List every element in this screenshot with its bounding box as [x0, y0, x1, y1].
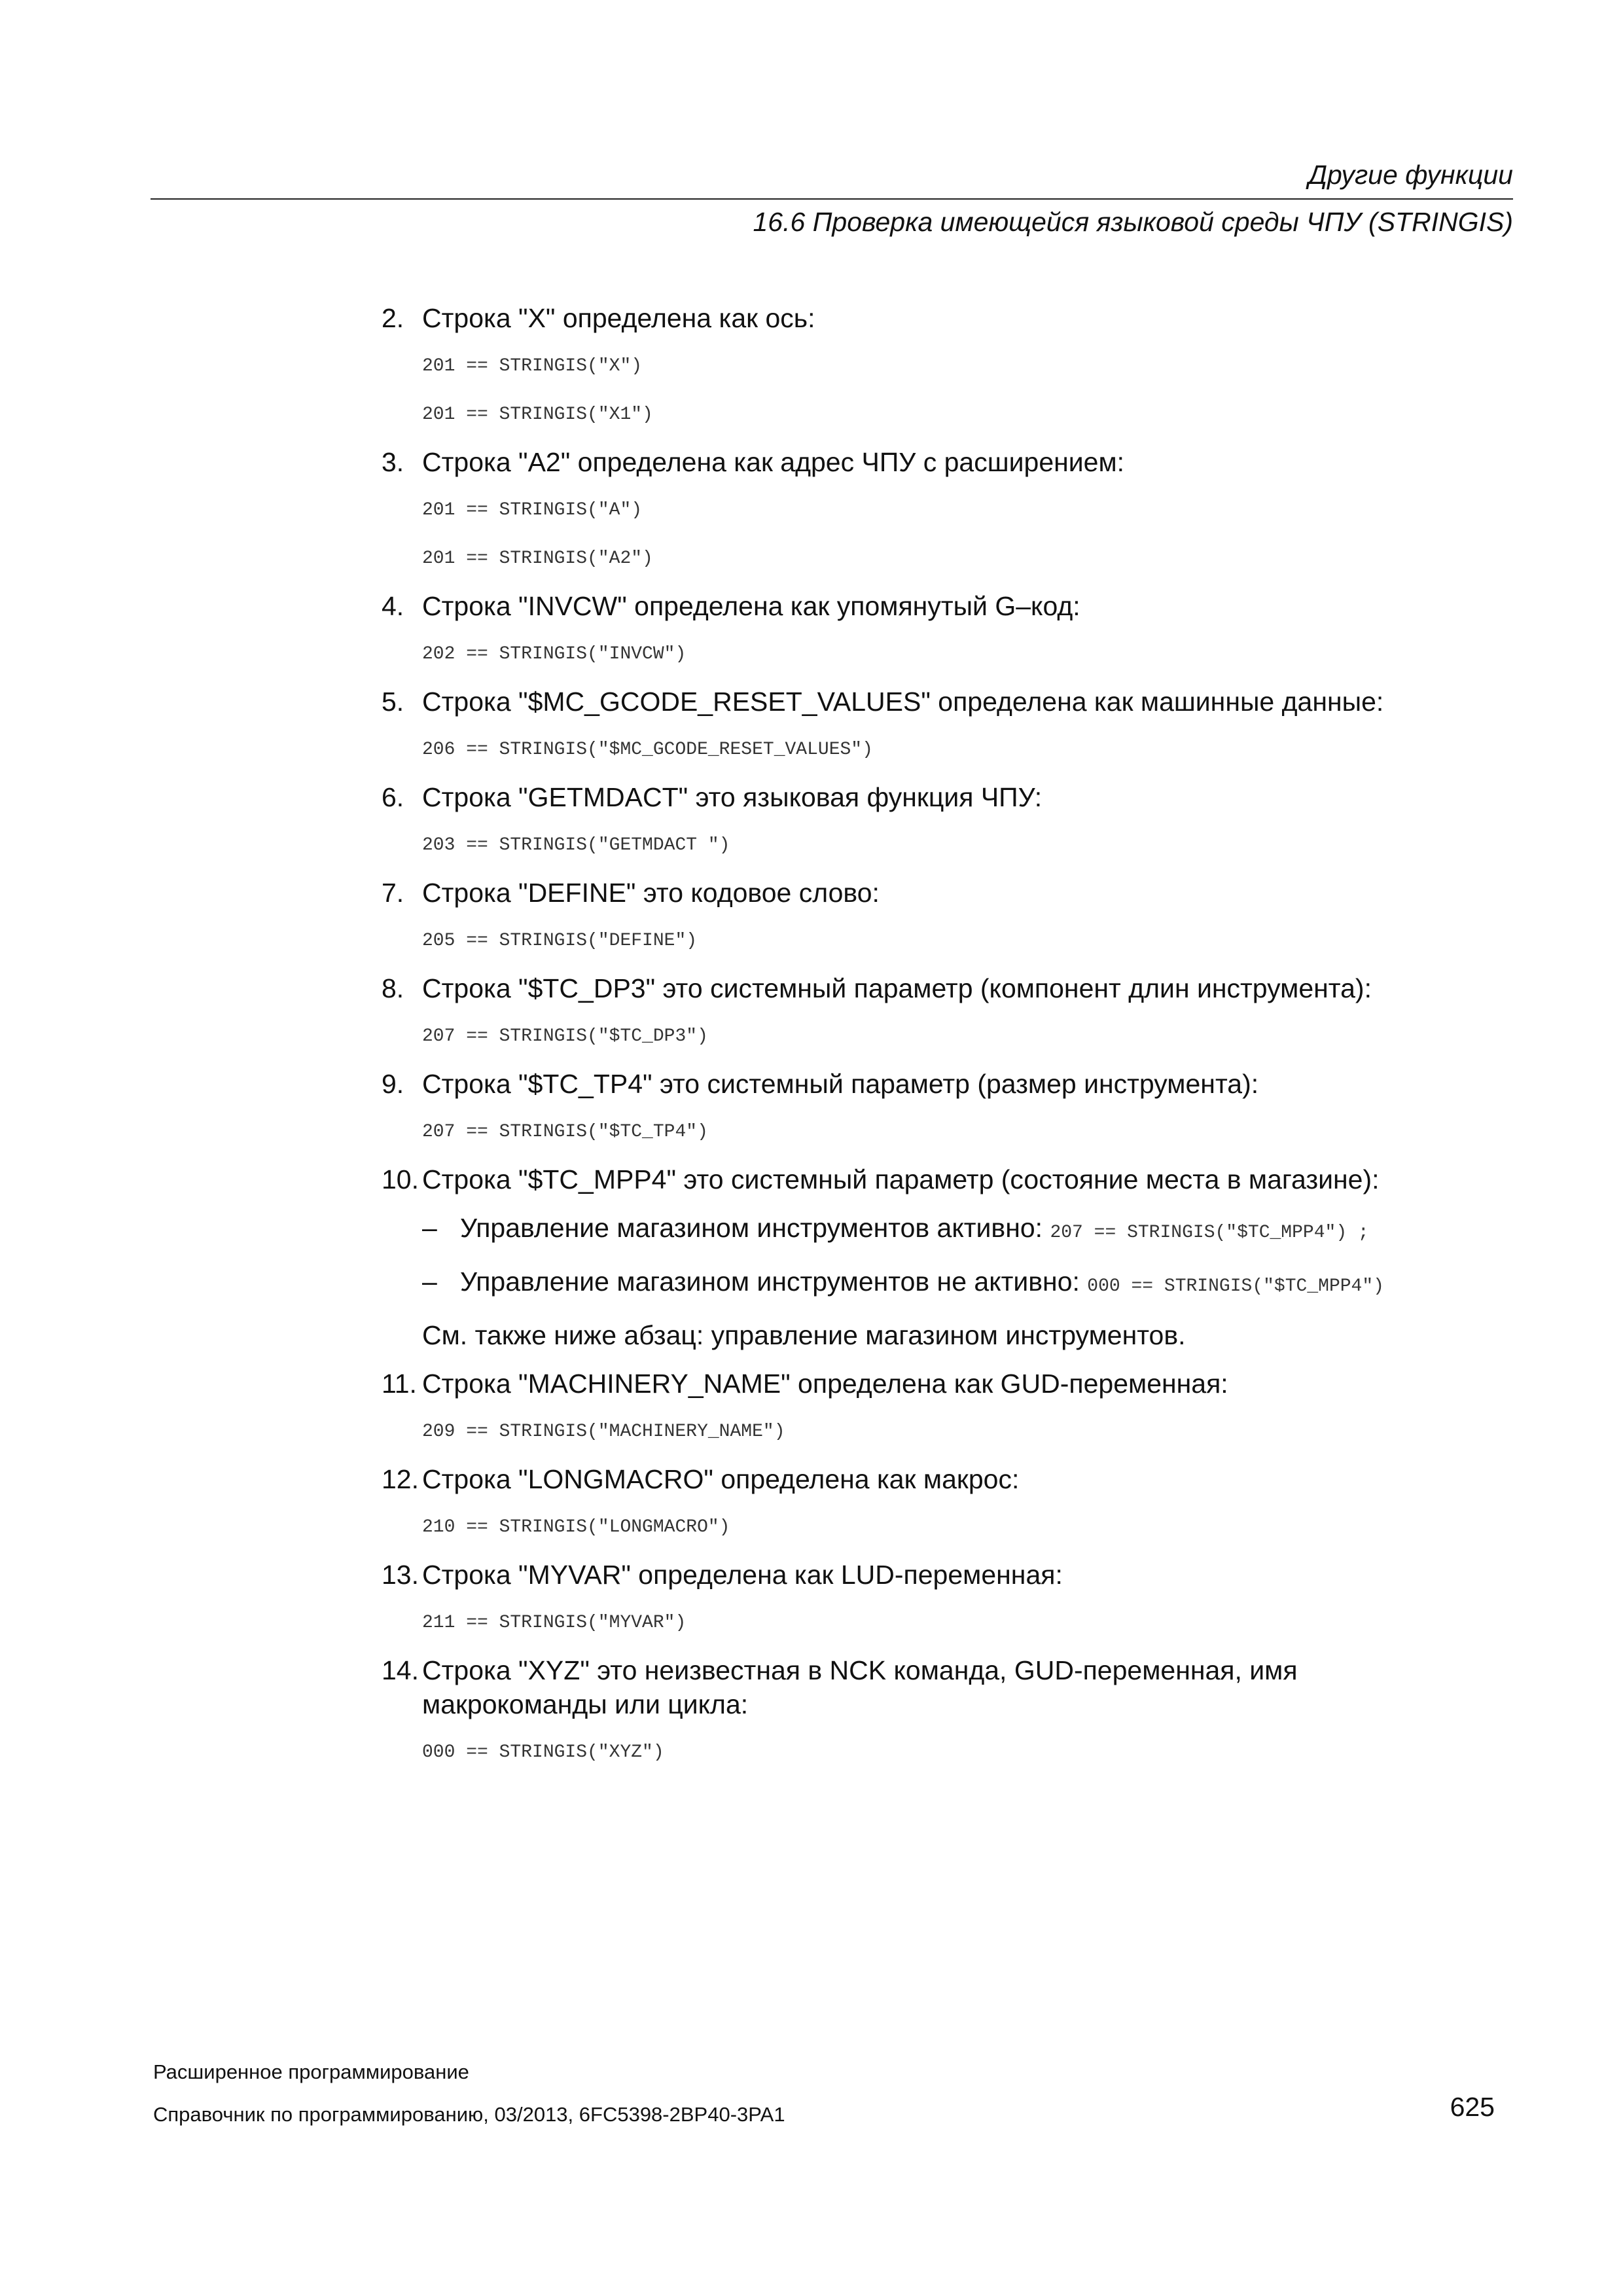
content — [382, 301, 1520, 1765]
item-number: 8. — [382, 973, 404, 1003]
item-text: Строка "DEFINE" это кодовое слово: — [422, 878, 880, 908]
note-text: См. также ниже абзац: управление магазином инструментов. — [422, 1320, 1186, 1350]
list-item — [382, 445, 1520, 479]
item-text: Строка "A2" определена как адрес ЧПУ с расширением: — [422, 447, 1125, 477]
sub-item-text: Управление магазином инструментов активно: — [460, 1213, 1050, 1243]
code-line: 203 == STRINGIS("GETMDACT ") — [422, 835, 730, 855]
header-chapter-title: Другие функции — [1308, 160, 1513, 190]
item-text: Строка "INVCW" определена как упомянутый G–код: — [422, 591, 1080, 621]
list-item — [382, 1162, 1520, 1196]
item-text: Строка "$TC_TP4" это системный параметр (размер инструмента): — [422, 1069, 1259, 1099]
item-text: Строка "LONGMACRO" определена как макрос: — [422, 1464, 1020, 1494]
item-number: 7. — [382, 878, 404, 908]
list-item — [382, 876, 1520, 910]
list-item — [382, 971, 1520, 1005]
list-item — [382, 1653, 1358, 1721]
code-line: 202 == STRINGIS("INVCW") — [422, 644, 687, 664]
code-line: 201 == STRINGIS("X1") — [422, 404, 653, 425]
code-line: 201 == STRINGIS("A") — [422, 500, 643, 520]
list-item — [382, 1558, 1520, 1592]
item-number: 3. — [382, 447, 404, 477]
item-text: Строка "$TC_MPP4" это системный параметр (состояние места в магазине): — [422, 1164, 1380, 1194]
list-item — [382, 589, 1520, 623]
item-number: 2. — [382, 303, 404, 333]
inline-code: 207 == STRINGIS("$TC_MPP4") ; — [1050, 1223, 1369, 1243]
code-line: 207 == STRINGIS("$TC_TP4") — [422, 1122, 708, 1142]
item-number: 13. — [382, 1560, 419, 1590]
dash-bullet: – — [422, 1266, 437, 1297]
item-number: 11. — [382, 1369, 417, 1399]
item-text: Строка "X" определена как ось: — [422, 303, 815, 333]
item-number: 5. — [382, 687, 404, 717]
list-item — [382, 1367, 1520, 1401]
code-line: 205 == STRINGIS("DEFINE") — [422, 931, 698, 951]
list-item — [382, 1462, 1520, 1496]
sub-list-item — [382, 1211, 1520, 1250]
footer-book-title: Расширенное программирование — [153, 2060, 469, 2083]
code-line: 209 == STRINGIS("MACHINERY_NAME") — [422, 1422, 785, 1442]
code-line: 210 == STRINGIS("LONGMACRO") — [422, 1517, 730, 1537]
item-number: 10. — [382, 1164, 419, 1194]
item-text: Строка "GETMDACT" это языковая функция ЧПУ: — [422, 782, 1043, 812]
header-rule — [151, 198, 1513, 200]
item-text: Строка "MYVAR" определена как LUD-переменная: — [422, 1560, 1063, 1590]
code-line: 201 == STRINGIS("X") — [422, 356, 643, 376]
item-number: 9. — [382, 1069, 404, 1099]
item-number: 4. — [382, 591, 404, 621]
sub-list-item — [382, 1265, 1520, 1304]
page-number: 625 — [1450, 2092, 1495, 2122]
sub-item-text: Управление магазином инструментов не активно: — [460, 1266, 1088, 1297]
code-line: 206 == STRINGIS("$MC_GCODE_RESET_VALUES") — [422, 740, 873, 760]
item-number: 6. — [382, 782, 404, 812]
footer-book-info: Справочник по программированию, 03/2013, 6FC5398-2BP40-3PA1 — [153, 2103, 785, 2126]
code-line: 211 == STRINGIS("MYVAR") — [422, 1613, 687, 1633]
item-text: Строка "XYZ" это неизвестная в NCK команда, GUD-переменная, имя макрокоманды или цикла: — [422, 1655, 1298, 1719]
item-text: Строка "$TC_DP3" это системный параметр (компонент длин инструмента): — [422, 973, 1372, 1003]
code-line: 000 == STRINGIS("XYZ") — [422, 1742, 664, 1763]
header-section-title: 16.6 Проверка имеющейся языковой среды ЧПУ (STRINGIS) — [753, 207, 1513, 237]
item-text: Строка "$MC_GCODE_RESET_VALUES" определена как машинные данные: — [422, 687, 1384, 717]
dash-bullet: – — [422, 1213, 437, 1243]
inline-code: 000 == STRINGIS("$TC_MPP4") — [1087, 1276, 1384, 1297]
item-text: Строка "MACHINERY_NAME" определена как GUD-переменная: — [422, 1369, 1228, 1399]
item-number: 14. — [382, 1655, 419, 1685]
code-line: 201 == STRINGIS("A2") — [422, 548, 653, 569]
list-item — [382, 780, 1520, 814]
item-number: 12. — [382, 1464, 419, 1494]
list-item — [382, 1067, 1520, 1101]
list-item — [382, 685, 1520, 719]
list-item — [382, 301, 1520, 335]
code-line: 207 == STRINGIS("$TC_DP3") — [422, 1026, 708, 1047]
